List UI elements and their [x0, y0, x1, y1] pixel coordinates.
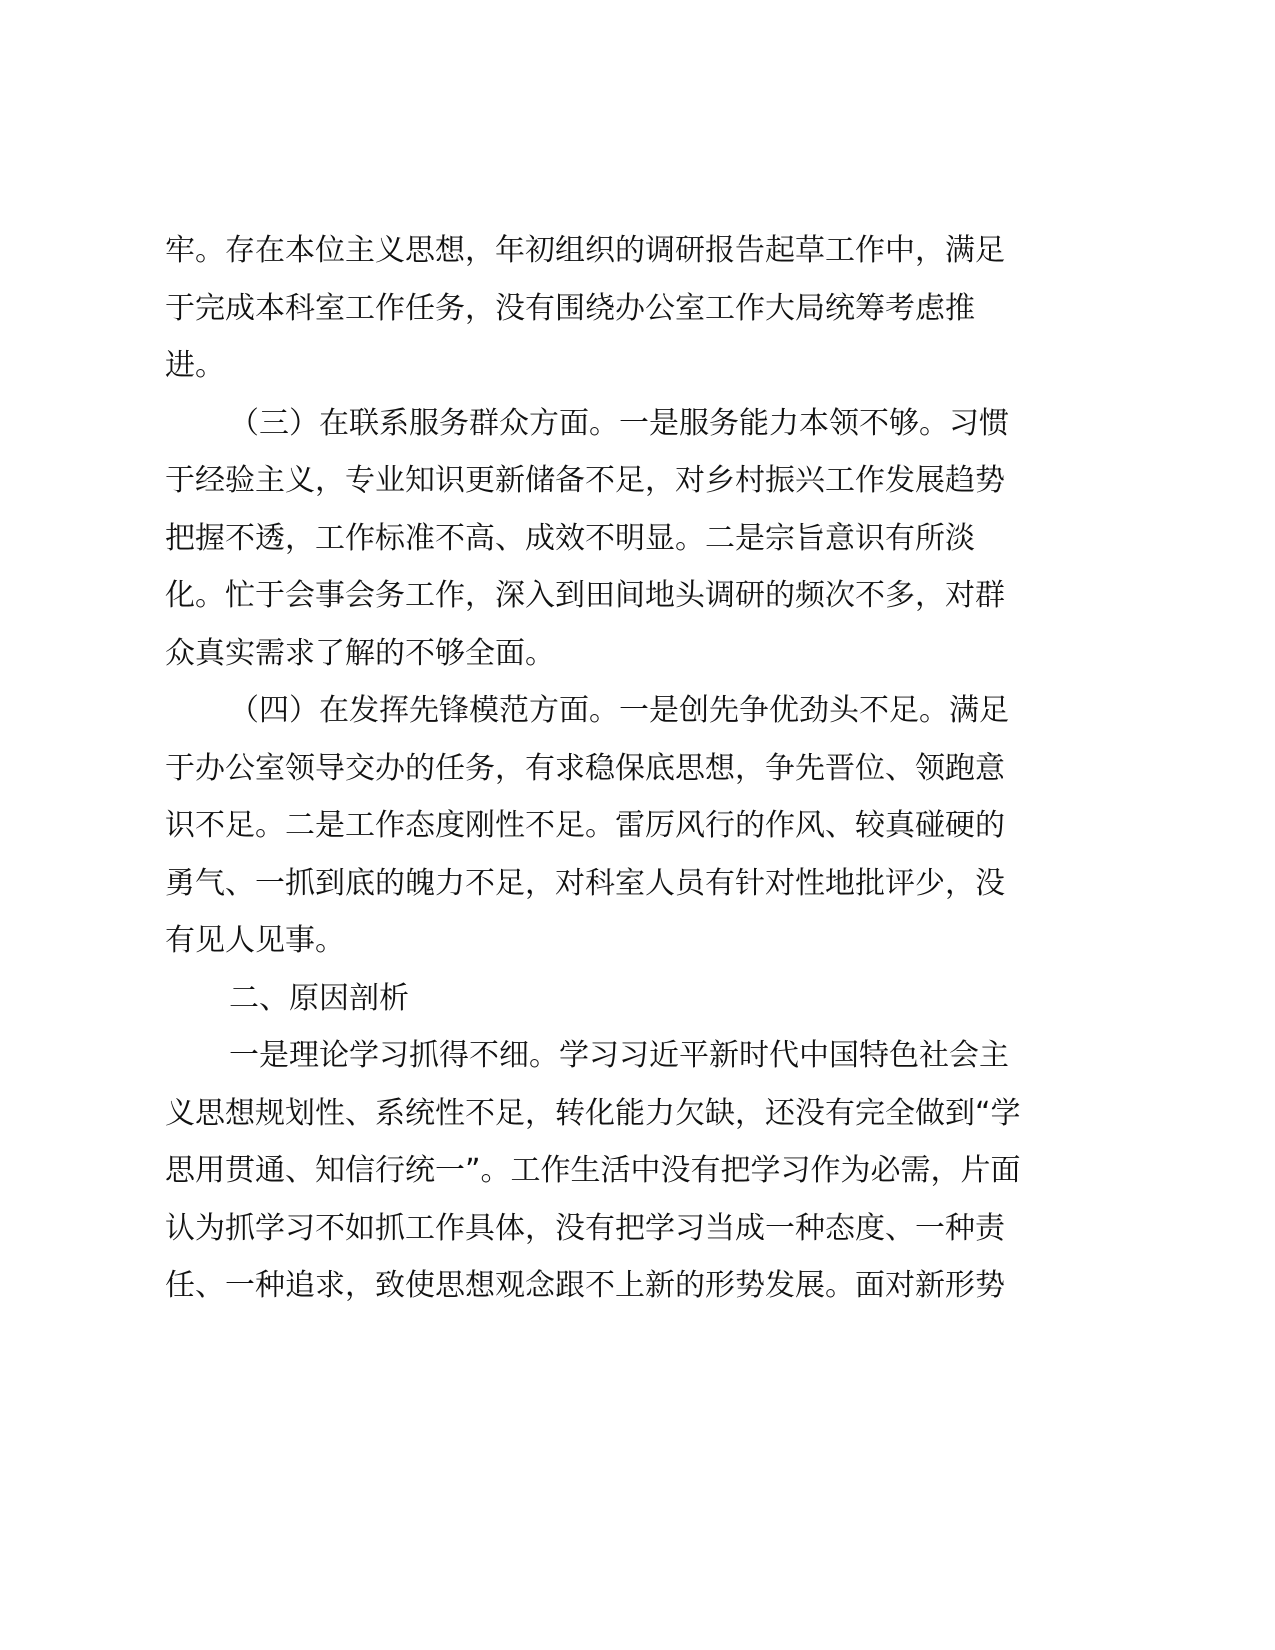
chapter-heading: 二、原因剖析 — [229, 980, 409, 1016]
text-line: 进。 — [165, 348, 225, 383]
text-line: 于办公室领导交办的任务，有求稳保底思想，争先晋位、领跑意 — [165, 750, 1005, 786]
text-line: 化。忙于会事会务工作，深入到田间地头调研的频次不多，对群 — [165, 578, 1005, 613]
text-line: 义思想规划性、系统性不足，转化能力欠缺，还没有完全做到“学 — [165, 1095, 1021, 1131]
text-line: 于经验主义，专业知识更新储备不足，对乡村振兴工作发展趋势 — [165, 463, 1005, 498]
section-heading-line: （四）在发挥先锋模范方面。一是创先争优劲头不足。满足 — [229, 693, 1009, 728]
text-line: 任、一种追求，致使思想观念跟不上新的形势发展。面对新形势 — [165, 1268, 1005, 1303]
text-line: 识不足。二是工作态度刚性不足。雷厉风行的作风、较真碰硬的 — [165, 808, 1005, 843]
document-body — [165, 222, 1125, 1315]
text-line: 牢。存在本位主义思想，年初组织的调研报告起草工作中，满足 — [165, 233, 1005, 268]
text-line: 思用贯通、知信行统一”。工作生活中没有把学习作为必需，片面 — [165, 1153, 1021, 1188]
text-line: 于完成本科室工作任务，没有围绕办公室工作大局统筹考虑推 — [165, 290, 975, 326]
paragraph-start-line: 一是理论学习抓得不细。学习习近平新时代中国特色社会主 — [229, 1038, 1009, 1073]
section-heading-line: （三）在联系服务群众方面。一是服务能力本领不够。习惯 — [229, 405, 1009, 441]
text-line: 把握不透，工作标准不高、成效不明显。二是宗旨意识有所淡 — [165, 520, 975, 556]
text-line: 有见人见事。 — [165, 923, 345, 958]
text-line: 众真实需求了解的不够全面。 — [165, 635, 555, 671]
text-line: 勇气、一抓到底的魄力不足，对科室人员有针对性地批评少，没 — [165, 865, 1005, 901]
text-line: 认为抓学习不如抓工作具体，没有把学习当成一种态度、一种责 — [165, 1210, 1005, 1246]
